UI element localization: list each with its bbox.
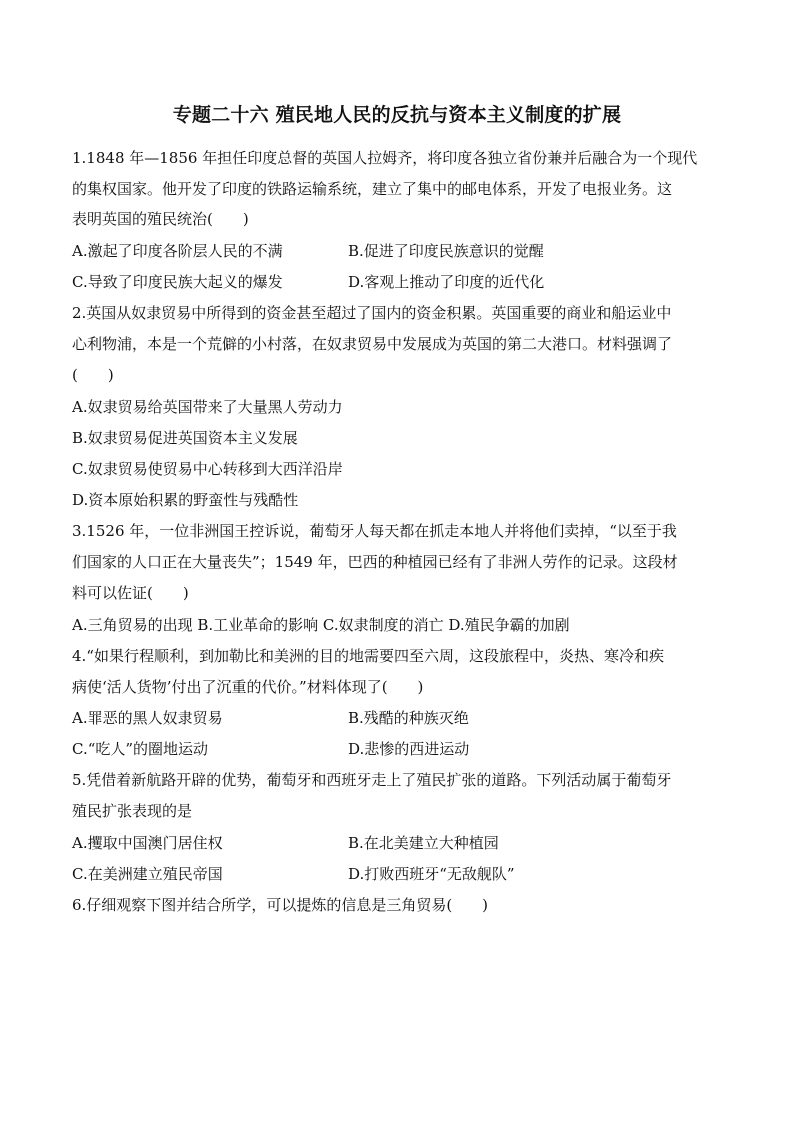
q2-option-d: D.资本原始积累的野蛮性与残酷性 bbox=[72, 491, 299, 509]
q2-option-a: A.奴隶贸易给英国带来了大量黑人劳动力 bbox=[72, 398, 343, 416]
q4-stem-line-2: 病使‘活人货物’付出了沉重的代价。”材料体现了( ) bbox=[72, 678, 424, 696]
q2-stem-line-1: 2.英国从奴隶贸易中所得到的资金甚至超过了国内的资金积累。英国重要的商业和船运业中 bbox=[72, 304, 672, 322]
q5-option-b: B.在北美建立大种植园 bbox=[348, 834, 499, 852]
q1-option-a: A.激起了印度各阶层人民的不满 bbox=[72, 242, 283, 260]
q1-stem-line-1: 1.1848 年—1856 年担任印度总督的英国人拉姆齐，将印度各独立省份兼并后融合为一个现代 bbox=[72, 149, 698, 167]
q5-stem-line-1: 5.凭借着新航路开辟的优势，葡萄牙和西班牙走上了殖民扩张的道路。下列活动属于葡萄牙 bbox=[72, 771, 672, 789]
q2-option-b: B.奴隶贸易促进英国资本主义发展 bbox=[72, 429, 298, 447]
q1-stem-line-3: 表明英国的殖民统治( ) bbox=[72, 210, 249, 228]
q6-stem-line-1: 6.仔细观察下图并结合所学，可以提炼的信息是三角贸易( ) bbox=[72, 896, 489, 914]
q1-stem-line-2: 的集权国家。他开发了印度的铁路运输系统，建立了集中的邮电体系，开发了电报业务。这 bbox=[72, 180, 673, 198]
q4-stem-line-1: 4.“如果行程顺利，到加勒比和美洲的目的地需要四至六周，这段旅程中，炎热、寒冷和疾 bbox=[72, 647, 664, 665]
q2-stem-line-2: 心利物浦，本是一个荒僻的小村落，在奴隶贸易中发展成为英国的第二大港口。材料强调了 bbox=[72, 335, 673, 353]
document-title: 专题二十六 殖民地人民的反抗与资本主义制度的扩展 bbox=[172, 104, 622, 126]
q3-stem-line-1: 3.1526 年，一位非洲国王控诉说，葡萄牙人每天都在抓走本地人并将他们卖掉，“以至于我 bbox=[72, 522, 677, 540]
q1-option-c: C.导致了印度民族大起义的爆发 bbox=[72, 273, 283, 291]
q3-options: A.三角贸易的出现 B.工业革命的影响 C.奴隶制度的消亡 D.殖民争霸的加剧 bbox=[72, 616, 570, 634]
q4-option-d: D.悲惨的西进运动 bbox=[348, 740, 470, 758]
q1-option-d: D.客观上推动了印度的近代化 bbox=[348, 273, 545, 291]
q2-stem-line-3: ( ) bbox=[72, 366, 114, 384]
q5-option-d: D.打败西班牙“无敌舰队” bbox=[348, 865, 515, 883]
q4-option-b: B.残酷的种族灭绝 bbox=[348, 709, 469, 727]
q4-option-a: A.罪恶的黑人奴隶贸易 bbox=[72, 709, 223, 727]
q3-stem-line-3: 料可以佐证( ) bbox=[72, 584, 189, 602]
q3-stem-line-2: 们国家的人口正在大量丧失”；1549 年，巴西的种植园已经有了非洲人劳作的记录。这段材 bbox=[72, 553, 678, 571]
q2-option-c: C.奴隶贸易使贸易中心转移到大西洋沿岸 bbox=[72, 460, 343, 478]
q5-option-a: A.攫取中国澳门居住权 bbox=[72, 834, 223, 852]
q5-option-c: C.在美洲建立殖民帝国 bbox=[72, 865, 223, 883]
q4-option-c: C.“吃人”的圈地运动 bbox=[72, 740, 209, 758]
q1-option-b: B.促进了印度民族意识的觉醒 bbox=[348, 242, 544, 260]
q5-stem-line-2: 殖民扩张表现的是 bbox=[72, 802, 193, 820]
